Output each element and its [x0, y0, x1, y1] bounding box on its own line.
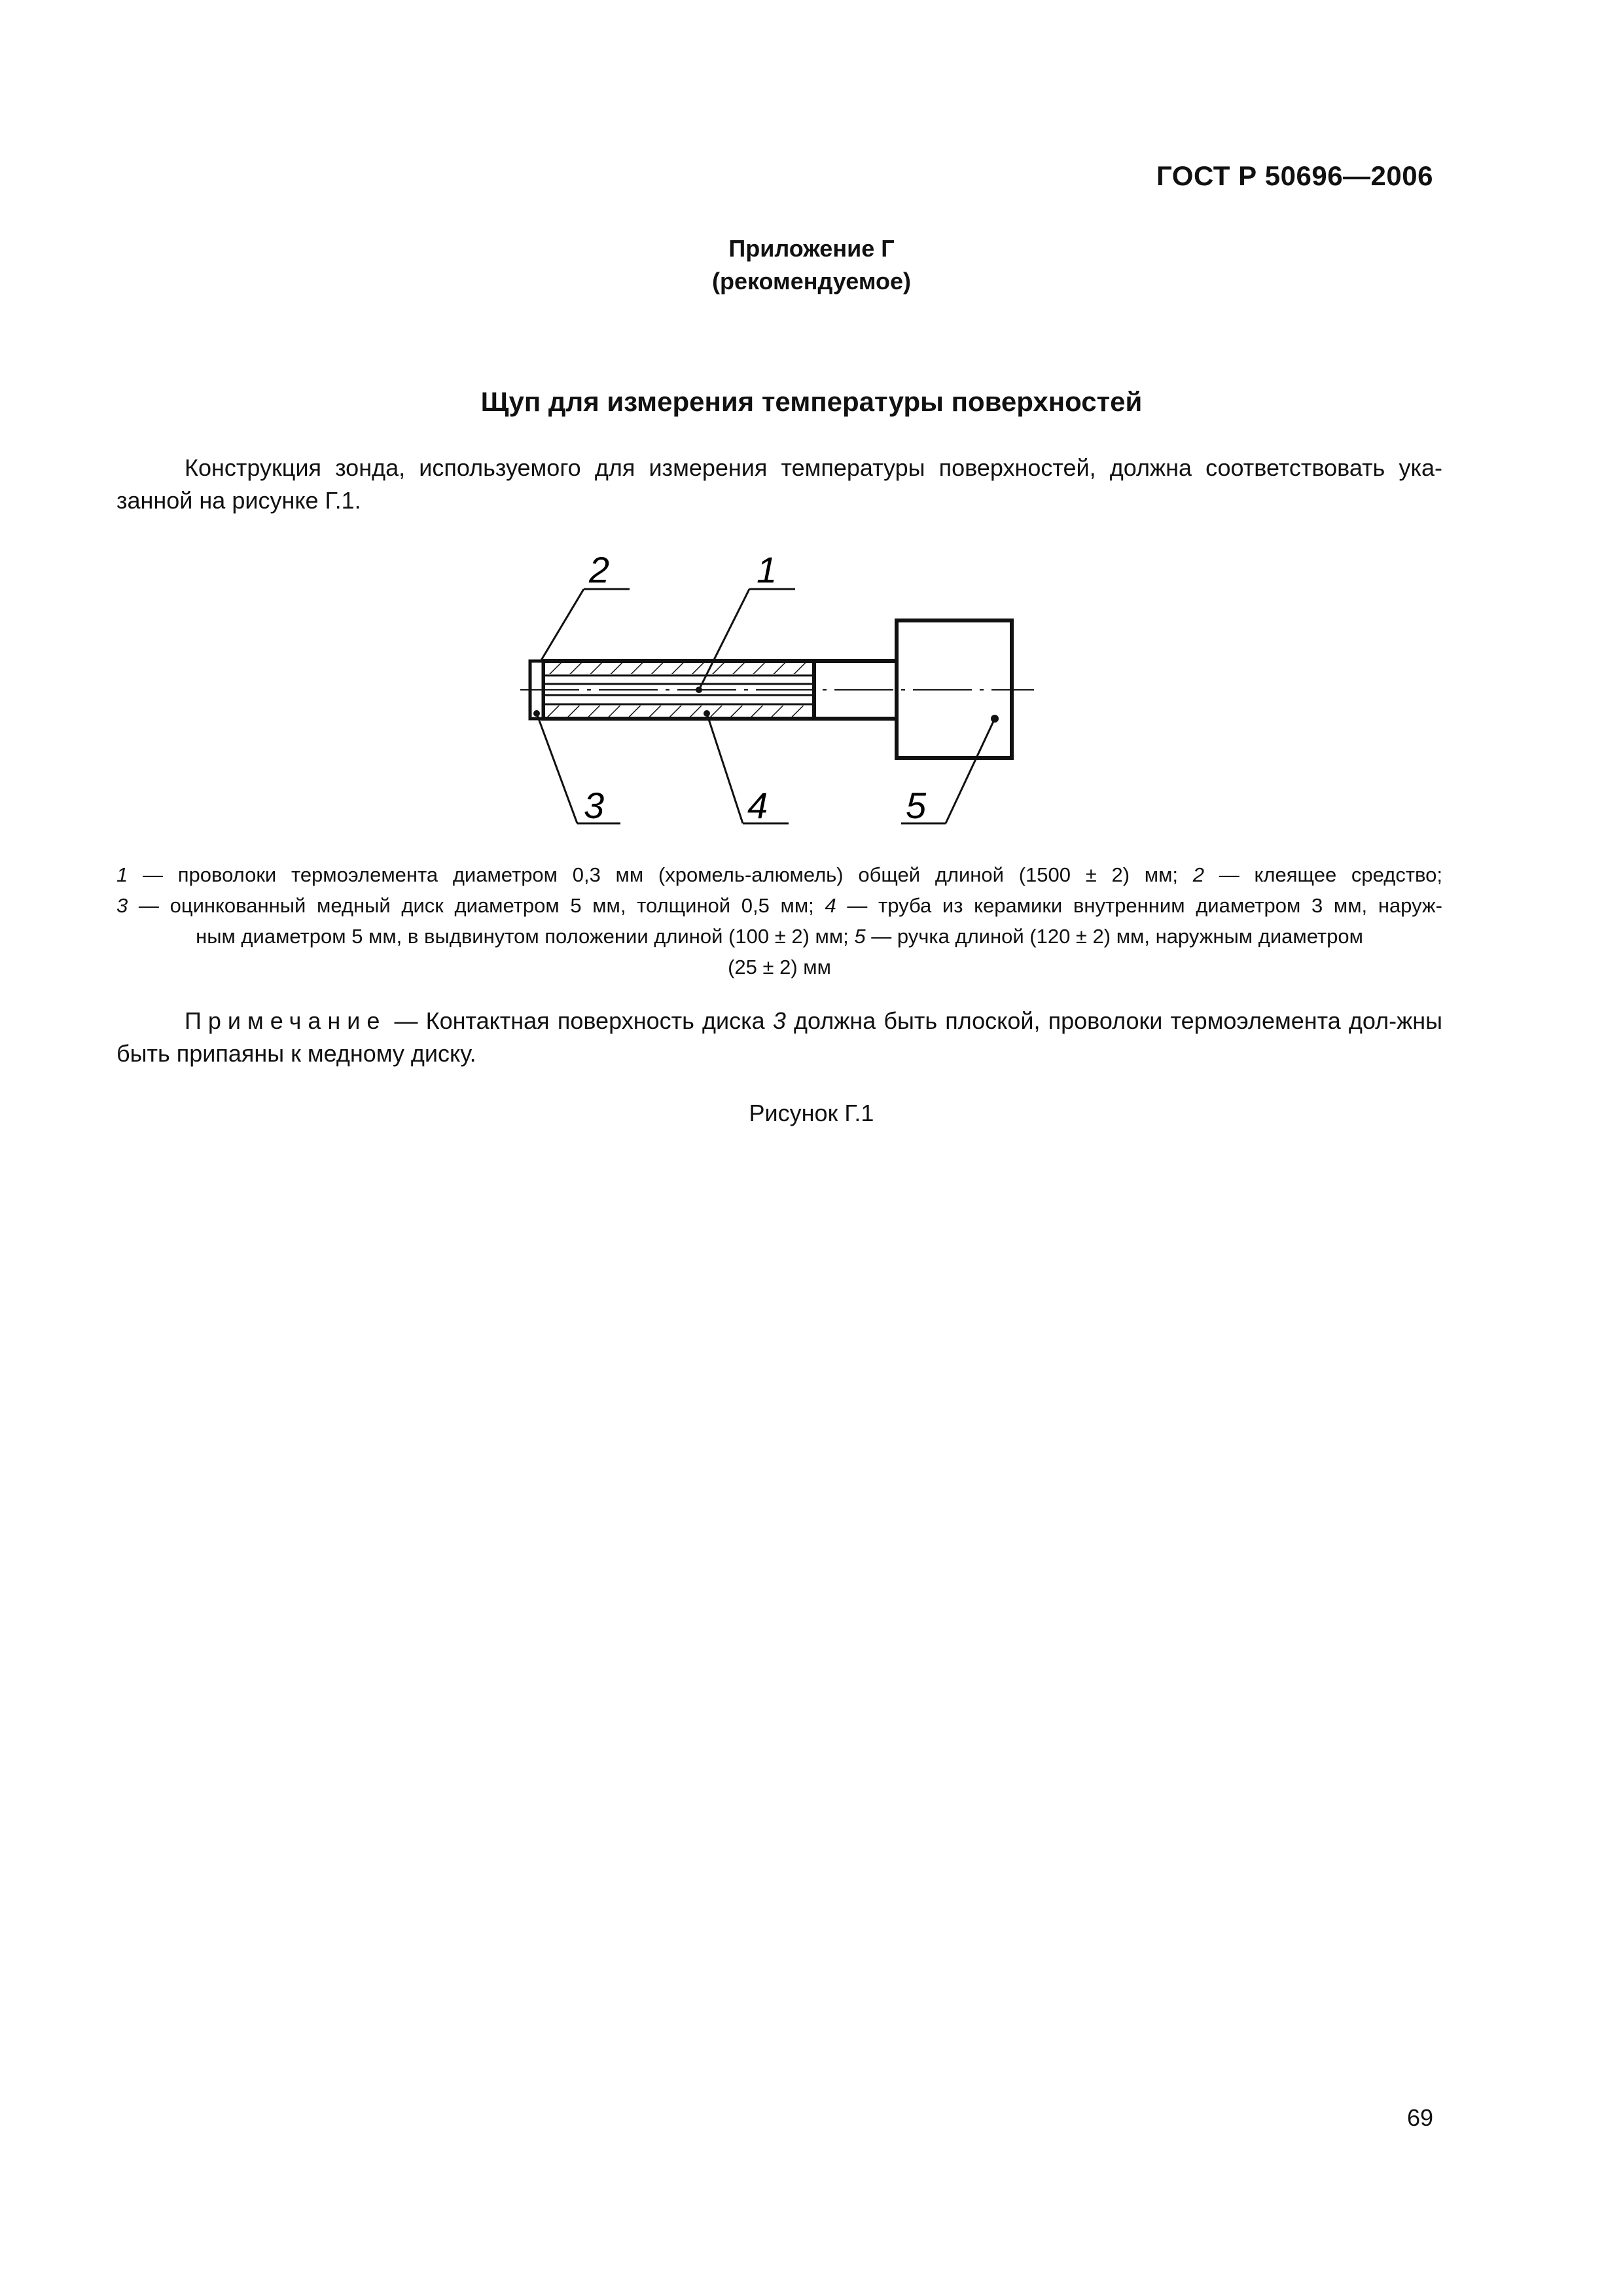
legend-text: — клеящее средство;	[1204, 863, 1442, 886]
note-text: — Контактная поверхность диска	[386, 1007, 773, 1034]
legend-text: (25 ± 2) мм	[728, 956, 831, 978]
legend-text: — оцинкованный медный диск диаметром 5 мм, толщиной 0,5 мм;	[128, 894, 825, 917]
note-ref: 3	[772, 1007, 786, 1034]
legend-line	[116, 952, 1442, 982]
legend-line	[116, 921, 1442, 952]
note-paragraph	[116, 1005, 1442, 1070]
legend-text: ным диаметром 5 мм, в выдвинутом положении длиной (100 ± 2) мм;	[196, 925, 855, 948]
annex-title: Приложение Г	[728, 235, 895, 262]
legend-num: 4	[825, 894, 836, 917]
legend-text: — труба из керамики внутренним диаметром 3 мм, наруж-	[836, 894, 1442, 917]
callout-1: 1	[757, 550, 777, 590]
annex-heading	[0, 232, 1623, 298]
section-title: Щуп для измерения температуры поверхностей	[480, 386, 1143, 417]
figure-caption: Рисунок Г.1	[749, 1100, 874, 1126]
legend-num: 1	[116, 863, 128, 886]
legend-num: 3	[116, 894, 128, 917]
legend-num: 2	[1192, 863, 1205, 886]
callout-4: 4	[747, 785, 768, 826]
legend-line	[116, 890, 1442, 921]
intro-paragraph	[116, 452, 1442, 517]
document-code: ГОСТ Р 50696—2006	[1156, 160, 1433, 191]
legend-text: — ручка длиной (120 ± 2) мм, наружным диаметром	[865, 925, 1363, 948]
legend-line	[116, 859, 1442, 890]
legend-num: 5	[854, 925, 866, 948]
callout-2: 2	[589, 550, 610, 590]
note-text-end: должна быть плоской, проволоки термоэлемента дол-жны быть припаяны к медному диску.	[116, 1007, 1442, 1067]
annex-status: (рекомендуемое)	[712, 268, 911, 295]
probe-figure	[510, 550, 1047, 857]
page-number: 69	[1406, 2104, 1433, 2131]
legend-text: — проволоки термоэлемента диаметром 0,3 мм (хромель-алюмель) общей длиной (1500 ± 2) мм;	[128, 863, 1193, 886]
callout-5: 5	[906, 785, 927, 826]
callout-3: 3	[584, 785, 605, 826]
intro-text: Конструкция зонда, используемого для измерения температуры поверхностей, должна соответствовать ука-занной на рисунке Г.1.	[116, 454, 1442, 514]
figure-legend	[116, 859, 1442, 982]
note-label: Примечание	[185, 1007, 387, 1034]
